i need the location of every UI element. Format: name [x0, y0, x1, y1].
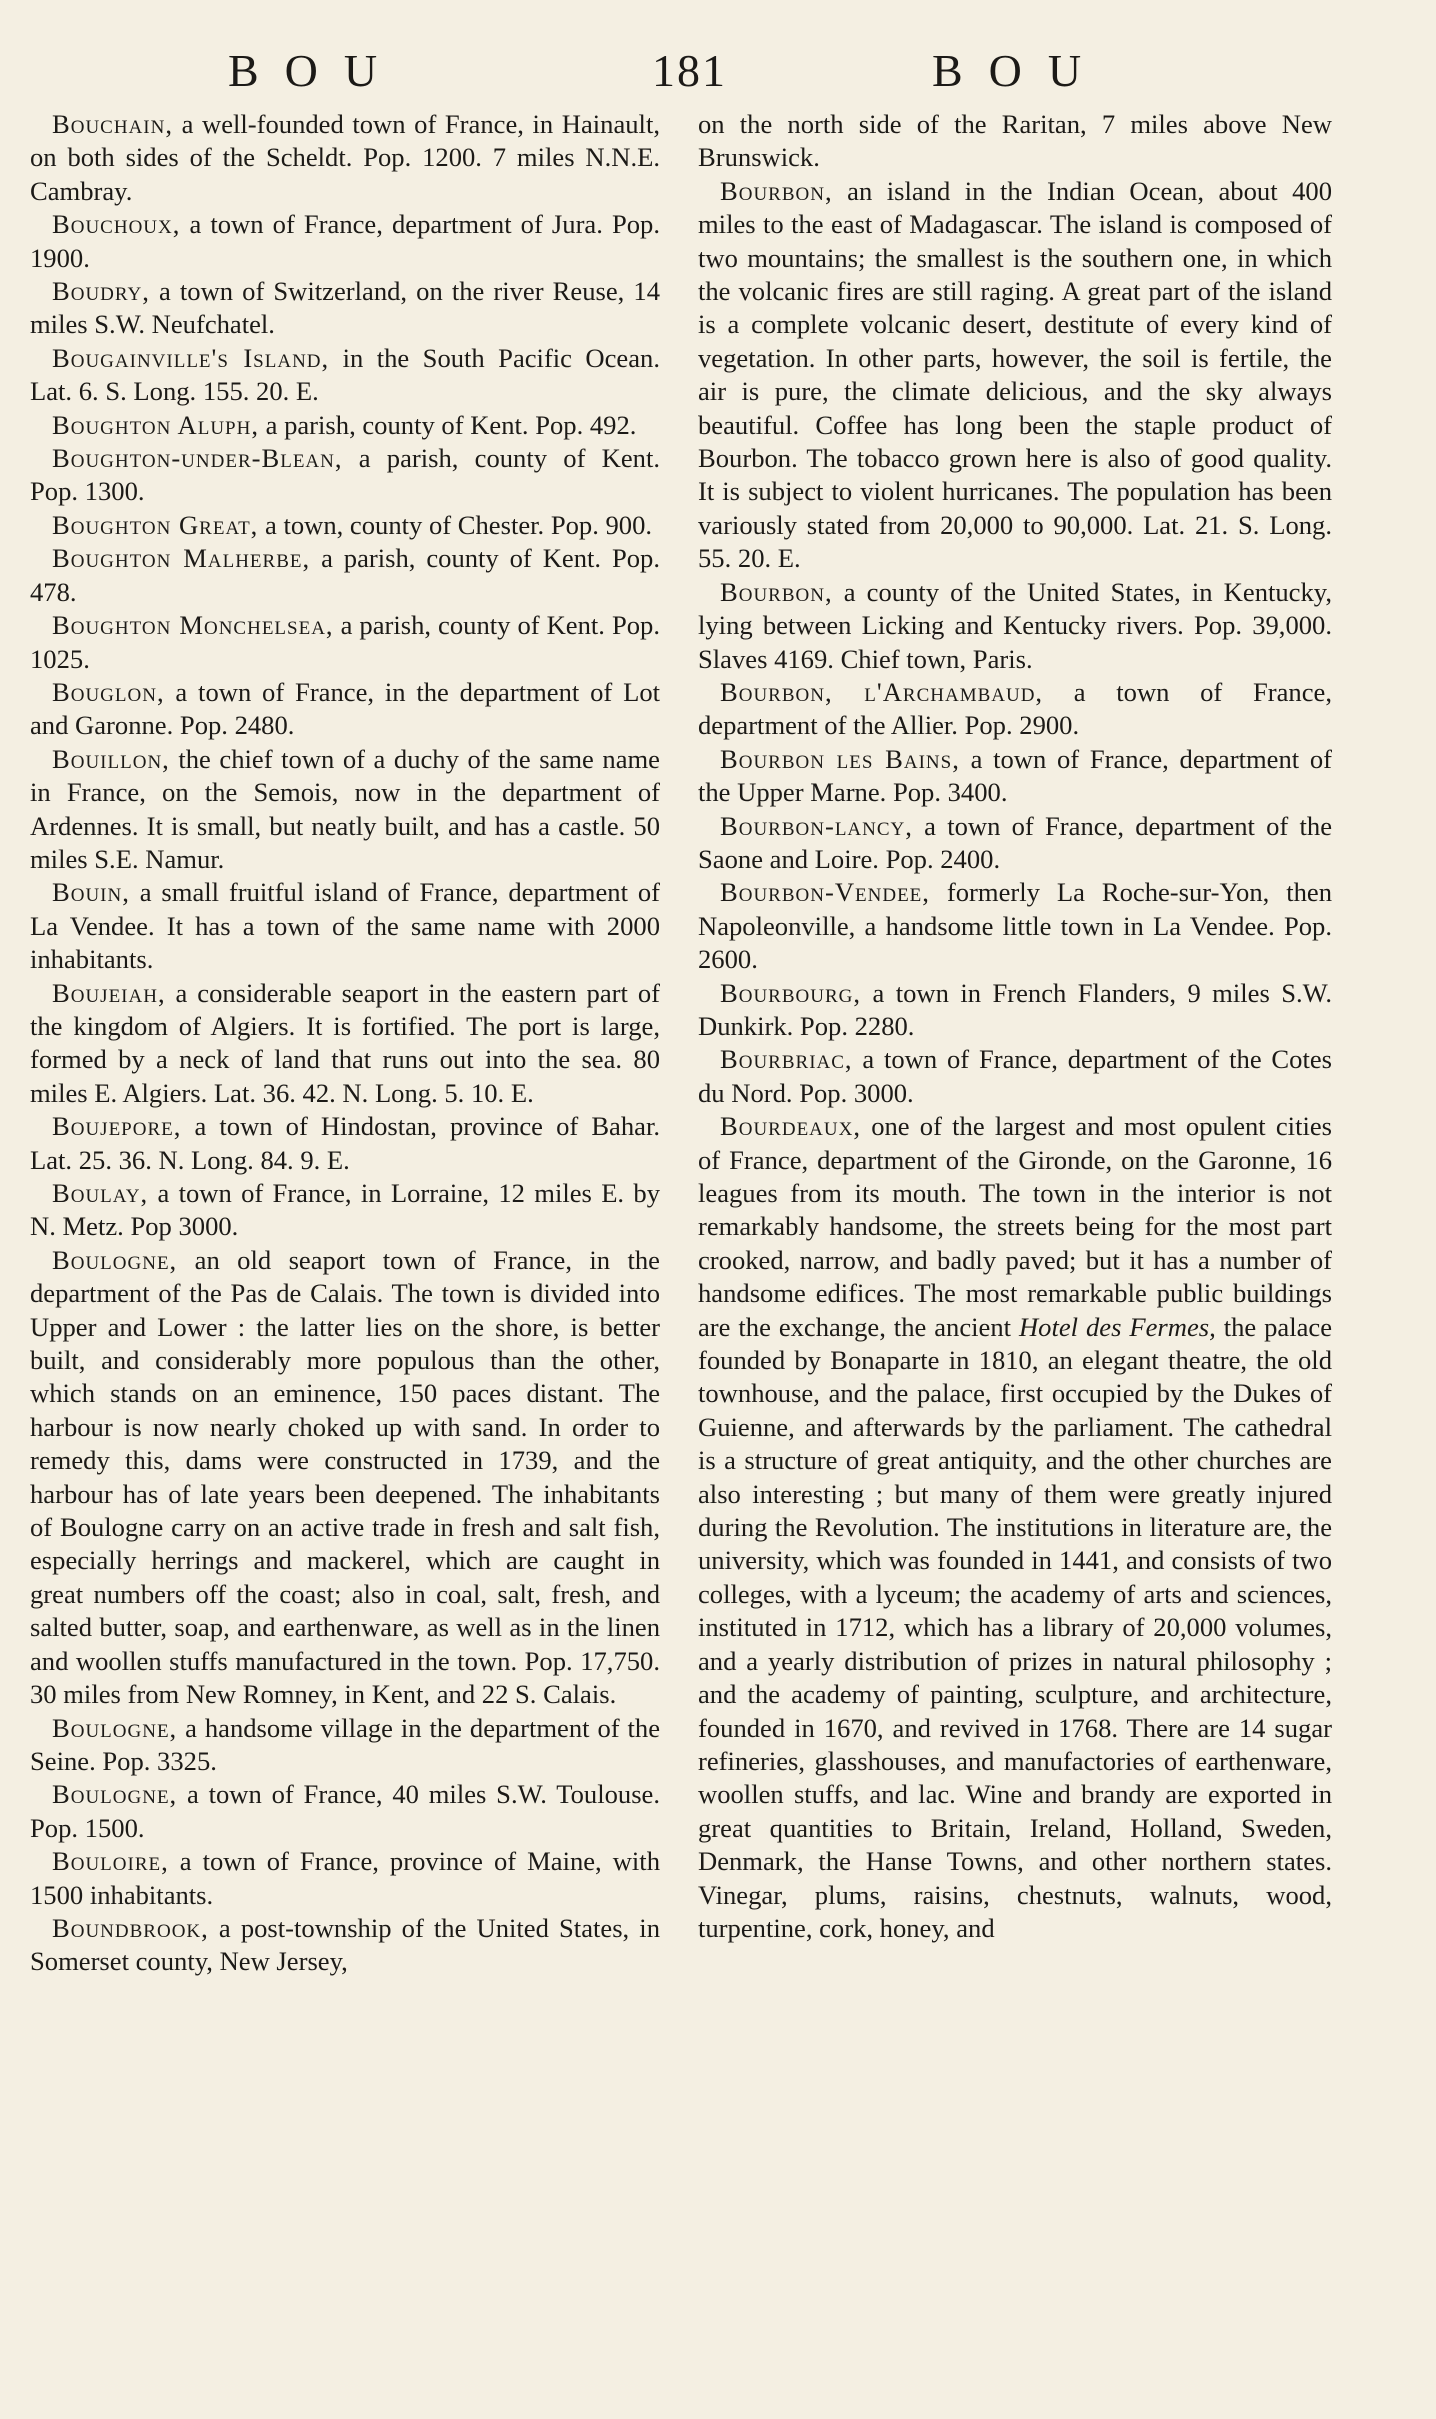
- entry-body: a well-founded town of France, in Hainault, on both sides of the Scheldt. Pop. 1200. 7 miles N.N.E. Cambray.: [30, 109, 660, 206]
- entry-body: a handsome village in the department of the Seine. Pop. 3325.: [30, 1712, 660, 1776]
- entry: [30, 108, 660, 208]
- entry: [698, 1043, 1332, 1110]
- headword: Boudry,: [52, 276, 150, 307]
- headword: Bourbon,: [720, 175, 833, 206]
- entry: [30, 275, 660, 342]
- headword: Bouillon,: [52, 743, 170, 774]
- right-column: [698, 108, 1332, 1945]
- entry-body: a town of France, department of the Cotes du Nord. Pop. 3000.: [698, 1044, 1332, 1108]
- headword: Bouchain,: [52, 109, 173, 139]
- entry-body: a town of France, in the department of Lot and Garonne. Pop. 2480.: [30, 676, 660, 741]
- headword: Boughton Malherbe,: [52, 543, 311, 574]
- entry: [30, 1845, 660, 1912]
- italic-building-name: Hotel des Fermes,: [1018, 1311, 1216, 1342]
- headword: Bourbourg,: [720, 977, 862, 1008]
- entry-body: a town of France, province of Maine, with 1500 inhabitants.: [30, 1846, 660, 1910]
- entry-body: a town of France, department of Jura. Pop. 1900.: [30, 209, 660, 273]
- headword: Bouin,: [52, 877, 130, 908]
- entry: [30, 743, 660, 877]
- entry-body: the palace founded by Bonaparte in 1810, an elegant theatre, the old townhouse, and the palace, first occupied by the Dukes of Guienne, and afterwards by the parliament. The cathedral is a structure of great antiquity, and the other churches are also interesting ; but many of them were greatly injured during the Revolution. The institutions in literature are, the university, which was founded in 1441, and consists of two colleges, with a lyceum; the academy of arts and sciences, instituted in 1712, which has a library of 20,000 volumes, and a yearly distribution of prizes in natural philosophy ; and the academy of painting, sculpture, and architecture, founded in 1670, and revived in 1768. There are 14 sugar refineries, glasshouses, and manufactories of earthenware, woollen stuffs, and lac. Wine and brandy are exported in great quantities to Britain, Ireland, Holland, Sweden, Denmark, the Hanse Towns, and other northern states. Vinegar, plums, raisins, chestnuts, walnuts, wood, turpentine, cork, honey, and: [698, 1311, 1333, 1943]
- entry-body: the chief town of a duchy of the same name in France, on the Semois, now in the department of Ardennes. It is small, but neatly built, and has a castle. 50 miles S.E. Namur.: [30, 743, 660, 874]
- headword: Boulogne,: [52, 1712, 178, 1743]
- left-column: [30, 108, 660, 1979]
- entry-body: a town of Hindostan, province of Bahar. Lat. 25. 36. N. Long. 84. 9. E.: [30, 1111, 660, 1175]
- entry-body: one of the largest and most opulent cities of France, department of the Gironde, on the Garonne, 16 leagues from its mouth. The town in the interior is not remarkably handsome, the streets being for the most part crooked, narrow, and badly paved; but it has a number of handsome edifices. The most remarkable public buildings are the exchange, the ancient: [698, 1111, 1332, 1342]
- headword: Bougainville's Island,: [52, 342, 330, 373]
- entry: [698, 743, 1332, 810]
- entry: [30, 1177, 660, 1244]
- entry-body: a town in French Flanders, 9 miles S.W. Dunkirk. Pop. 2280.: [698, 977, 1332, 1041]
- entry: [698, 576, 1332, 676]
- entry: [30, 1110, 660, 1177]
- entry-body: a town of France, in Lorraine, 12 miles E. by N. Metz. Pop 3000.: [30, 1178, 660, 1242]
- entry-body: a parish, county of Kent. Pop. 1025.: [30, 610, 660, 674]
- entry: [30, 1244, 660, 1712]
- entry: [30, 609, 660, 676]
- headword: Bouchoux,: [52, 209, 181, 240]
- running-header: [0, 44, 1436, 100]
- headword: Boundbrook,: [52, 1912, 209, 1943]
- entry-body: an island in the Indian Ocean, about 400 miles to the east of Madagascar. The island is composed of two mountains; the smallest is the southern one, in which the volcanic fires are still raging. A great part of the island is a complete volcanic desert, destitute of every kind of vegetation. In other parts, however, the soil is fertile, the air is pure, the climate delicious, and the sky always beautiful. Coffee has long been the staple product of Bourbon. The tobacco grown here is also of good quality. It is subject to violent hurricanes. The population has been variously stated from 20,000 to 90,000. Lat. 21. S. Long. 55. 20. E.: [698, 175, 1332, 574]
- entry-body: an old seaport town of France, in the department of the Pas de Calais. The town is divided into Upper and Lower : the latter lies on the shore, is better built, and considerably more populous than the other, which stands on an eminence, 150 paces distant. The harbour is now nearly choked up with sand. In order to remedy this, dams were constructed in 1739, and the harbour has of late years been deepened. The inhabitants of Boulogne carry on an active trade in fresh and salt fish, especially herrings and mackerel, which are caught in great numbers off the coast; also in coal, salt, fresh, and salted butter, soap, and earthenware, as well as in the linen and woollen stuffs manufactured in the town. Pop. 17,750. 30 miles from New Romney, in Kent, and 22 S. Calais.: [30, 1244, 660, 1710]
- entry-body: a parish, county of Kent. Pop. 492.: [258, 409, 637, 440]
- entry-body: a post-township of the United States, in Somerset county, New Jersey,: [30, 1912, 660, 1977]
- entry: [30, 1712, 660, 1779]
- entry: [30, 977, 660, 1111]
- entry-body: a parish, county of Kent. Pop. 478.: [30, 543, 660, 607]
- header-left-guideword: BOU: [228, 45, 404, 96]
- headword: Bourbon-lancy,: [720, 810, 913, 841]
- page-number: 181: [652, 45, 727, 96]
- entry-body: a considerable seaport in the eastern part of the kingdom of Algiers. It is fortified. The port is large, formed by a neck of land that runs out into the sea. 80 miles E. Algiers. Lat. 36. 42. N. Long. 5. 10. E.: [30, 977, 660, 1108]
- entry: [30, 208, 660, 275]
- headword: Boughton Monchelsea,: [52, 610, 334, 641]
- entry: [30, 442, 660, 509]
- entry-body: in the South Pacific Ocean. Lat. 6. S. Long. 155. 20. E.: [30, 342, 660, 407]
- headword: Boulay,: [52, 1178, 149, 1208]
- headword: Boujeiah,: [52, 977, 166, 1008]
- entry-body: a town of Switzerland, on the river Reuse, 14 miles S.W. Neufchatel.: [30, 276, 660, 340]
- headword: Boughton Great,: [52, 509, 259, 540]
- headword: Bourdeaux,: [720, 1111, 861, 1142]
- entry-body: a town of France, 40 miles S.W. Toulouse. Pop. 1500.: [30, 1779, 660, 1843]
- entry: [30, 342, 660, 409]
- entry-continuation: on the north side of the Raritan, 7 miles above New Brunswick.: [698, 109, 1332, 173]
- headword: Bouloire,: [52, 1846, 169, 1877]
- headword: Bourbon-Vendee,: [720, 877, 930, 908]
- entry-body: a parish, county of Kent. Pop. 1300.: [30, 443, 660, 507]
- entry: [30, 676, 660, 743]
- entry: [698, 175, 1332, 576]
- headword: Boughton-under-Blean,: [52, 443, 343, 474]
- entry-body: a town of France, department of the Upper Marne. Pop. 3400.: [698, 743, 1332, 808]
- entry-body: formerly La Roche-sur-Yon, then Napoleonville, a handsome little town in La Vendee. Pop. 2600.: [698, 877, 1332, 975]
- entry-body: a small fruitful island of France, department of La Vendee. It has a town of the same name with 2000 inhabitants.: [30, 877, 660, 975]
- entry: [30, 876, 660, 976]
- headword: Boulogne,: [52, 1779, 178, 1810]
- entry: [698, 977, 1332, 1044]
- entry: [30, 409, 660, 442]
- headword: Boujepore,: [52, 1111, 182, 1142]
- headword: Bourbon les Bains,: [720, 743, 960, 774]
- entry-body: a town of France, department of the Allier. Pop. 2900.: [698, 676, 1332, 741]
- headword: Boughton Aluph,: [52, 409, 259, 440]
- headword: Bourbon,: [720, 576, 833, 607]
- header-right-guideword: BOU: [932, 45, 1108, 96]
- headword: Bourbon, l'Archambaud,: [720, 676, 1044, 707]
- entry: [30, 542, 660, 609]
- entry: [698, 810, 1332, 877]
- entry: [698, 676, 1332, 743]
- entry: [698, 876, 1332, 976]
- entry-body: a town, county of Chester. Pop. 900.: [258, 509, 653, 540]
- headword: Boulogne,: [52, 1244, 178, 1275]
- entry-body: a county of the United States, in Kentucky, lying between Licking and Kentucky rivers. Pop. 39,000. Slaves 4169. Chief town, Paris.: [698, 576, 1332, 674]
- entry: [30, 509, 660, 542]
- headword: Bouglon,: [52, 676, 165, 707]
- headword: Bourbriac,: [720, 1044, 853, 1075]
- entry: [30, 1912, 660, 1979]
- entry-bourdeaux: [698, 1110, 1332, 1945]
- entry: [30, 1778, 660, 1845]
- entry-body: a town of France, department of the Saone and Loire. Pop. 2400.: [698, 810, 1332, 874]
